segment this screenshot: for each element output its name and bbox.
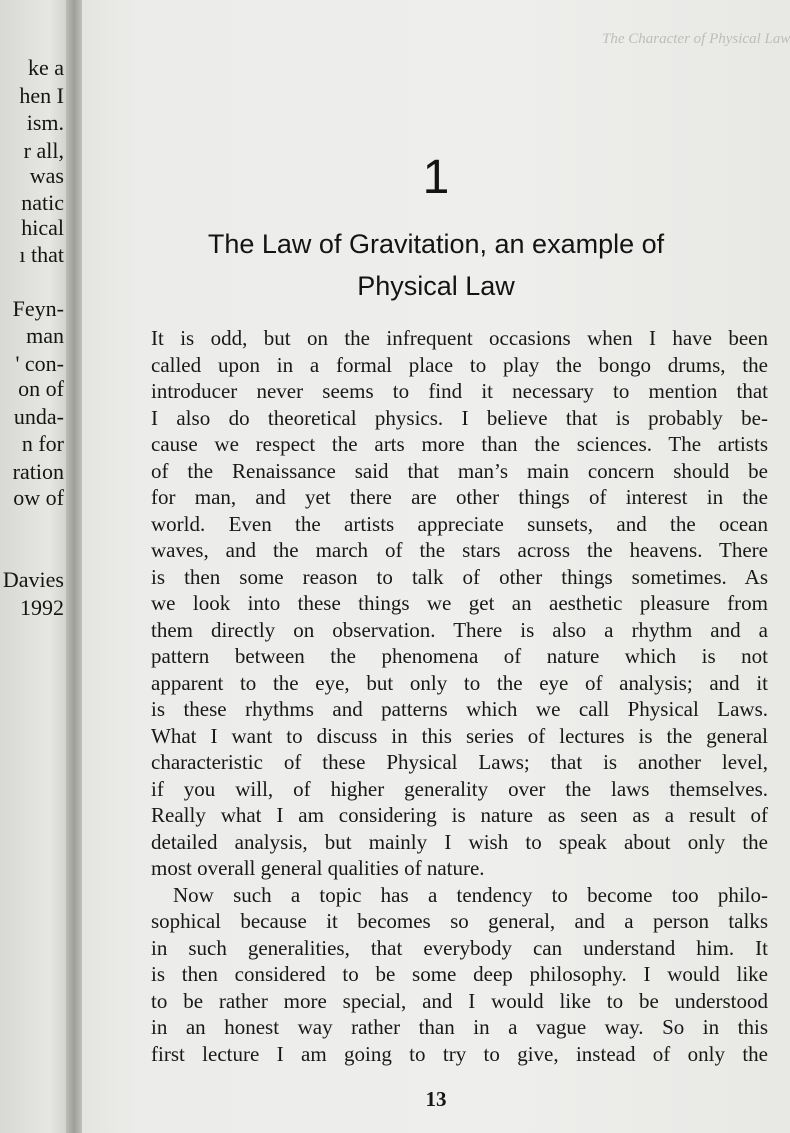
body-line: in an honest way rather than in a vague way. So in this [151,1015,768,1039]
left-page-text-fragment: ke a [27,55,64,80]
left-page-text-fragment: n for [21,431,64,456]
body-line: first lecture I am going to try to give, instead of only the [151,1041,768,1066]
body-line: It is odd, but on the infrequent occasions when I have been [151,326,768,350]
body-line: Really what I am considering is nature as seen as a result of [151,803,768,827]
body-line: apparent to the eye, but only to the eye of analysis; and it [151,670,768,695]
body-line: What I want to discuss in this series of lectures is the general [151,723,768,748]
left-page-text-fragment: ı that [19,242,64,267]
body-line: of the Renaissance said that man’s main concern should be [151,458,768,483]
page-number: 13 [425,1087,447,1111]
left-page-text-fragment: ' con- [15,351,64,376]
body-line: detailed analysis, but mainly I wish to speak about only the [151,829,768,854]
body-line: is these rhythms and patterns which we call Physical Laws. [151,697,768,721]
chapter-number: 1 [422,151,450,204]
body-line: is then some reason to talk of other things sometimes. As [151,564,768,589]
body-line: Now such a topic has a tendency to become too philo- [173,882,768,907]
body-line: introducer never seems to find it necessary to mention that [151,379,768,403]
body-line: most overall general qualities of nature. [151,856,485,880]
left-page-text-fragment: natic [21,190,64,215]
left-facing-page [0,0,70,1133]
left-page-text-fragment: ration [12,459,64,484]
book-page [82,0,790,1133]
body-line: world. Even the artists appreciate sunsets, and the ocean [151,511,768,536]
body-line: characteristic of these Physical Laws; that is another level, [151,750,768,774]
body-line: waves, and the march of the stars across the heavens. There [151,538,768,562]
body-line: them directly on observation. There is also a rhythm and a [151,617,768,642]
left-page-text-fragment: Davies [2,567,64,592]
left-page-text-fragment: ow of [13,485,64,510]
body-line: I also do theoretical physics. I believe that is probably be- [151,405,768,430]
running-head: The Character of Physical Law [602,31,790,47]
left-page-text-fragment: Feyn- [12,296,64,321]
left-page-text-fragment: r all, [23,138,64,163]
chapter-title-line-2: Physical Law [357,271,515,301]
left-page-text-fragment: ism. [26,110,64,135]
left-page-text-fragment: hical [21,215,64,240]
chapter-title-line-1: The Law of Gravitation, an example of [207,229,665,259]
body-line: is then considered to be some deep philosophy. I would like [151,962,768,986]
body-line: pattern between the phenomena of nature which is not [151,644,768,668]
left-page-text-fragment: unda- [13,404,64,429]
body-line: called upon in a formal place to play the bongo drums, the [151,352,768,377]
body-line: cause we respect the arts more than the sciences. The artists [151,432,768,456]
left-page-text-fragment: 1992 [20,595,64,620]
body-line: if you will, of higher generality over the laws themselves. [151,776,768,801]
left-page-text-fragment: was [29,163,64,188]
body-line: in such generalities, that everybody can understand him. It [151,935,768,960]
body-line: for man, and yet there are other things of interest in the [151,485,768,509]
body-line: we look into these things we get an aesthetic pleasure from [151,591,768,615]
body-line: sophical because it becomes so general, and a person talks [151,909,768,933]
body-text [151,325,768,1067]
body-line: to be rather more special, and I would like to be understood [151,988,768,1013]
left-page-text-fragment: hen I [19,83,64,108]
left-page-text-fragment: on of [18,376,64,401]
left-page-text-fragment: man [26,323,64,348]
